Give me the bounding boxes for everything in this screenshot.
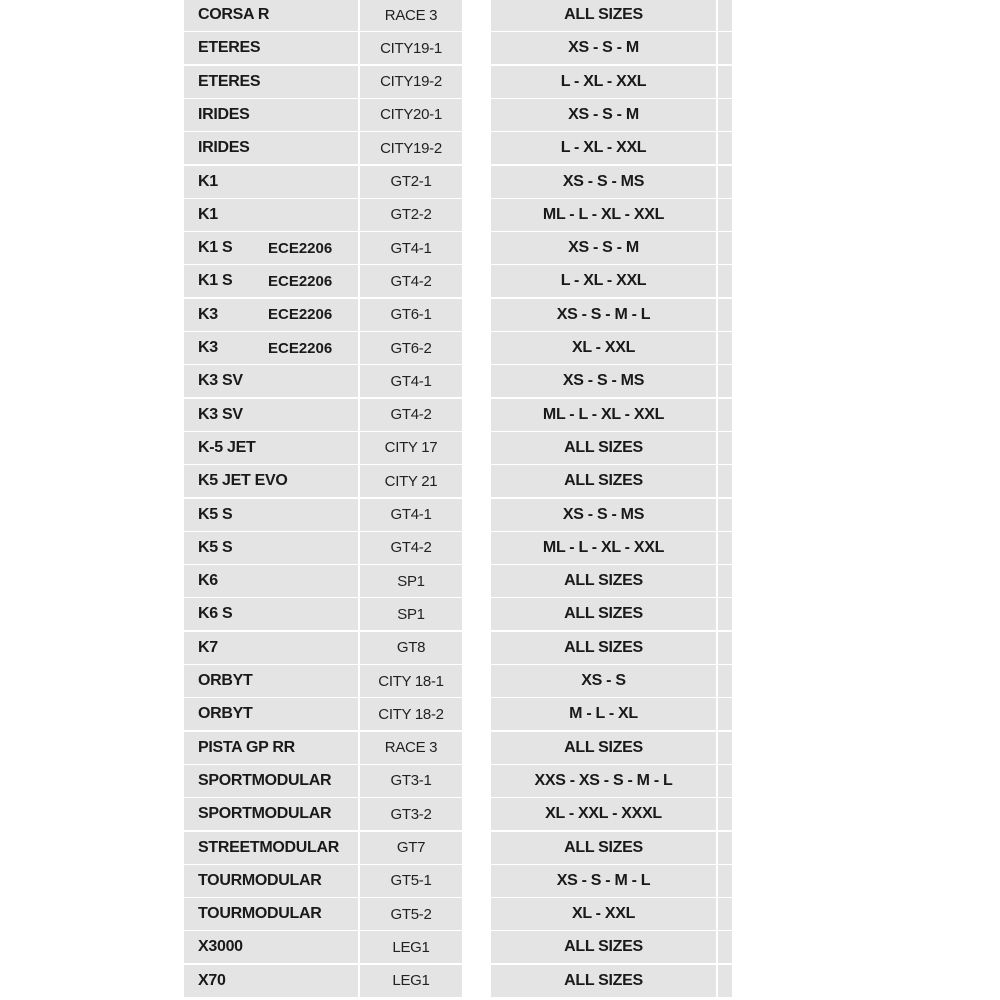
model-name: K7 — [198, 638, 218, 656]
shell-cell: RACE 3 — [360, 0, 462, 31]
model-cell — [184, 598, 358, 630]
sizes-cell: XL - XXL — [491, 898, 716, 930]
model-name: K3 SV — [198, 405, 243, 423]
shell-cell: CITY 18-1 — [360, 665, 462, 697]
model-cell — [184, 365, 358, 397]
sizes-cell: XS - S - M - L — [491, 299, 716, 331]
extra-column-cell — [718, 698, 732, 730]
model-name: K5 S — [198, 538, 233, 556]
model-cell — [184, 199, 358, 231]
model-cell — [184, 399, 358, 431]
model-name: STREETMODULAR — [198, 838, 339, 856]
model-cell — [184, 32, 358, 64]
extra-column-cell — [718, 365, 732, 397]
model-name: IRIDES — [198, 139, 250, 157]
shell-cell: GT4-1 — [360, 499, 462, 531]
shell-cell: CITY20-1 — [360, 99, 462, 131]
shell-cell: GT4-2 — [360, 399, 462, 431]
model-cell — [184, 232, 358, 264]
extra-column-cell — [718, 532, 732, 564]
sizes-cell: ALL SIZES — [491, 0, 716, 31]
shell-cell: LEG1 — [360, 965, 462, 997]
model-name: K1 S — [198, 239, 233, 257]
table-row — [0, 765, 1000, 797]
extra-column-cell — [718, 432, 732, 464]
shell-cell: GT2-2 — [360, 199, 462, 231]
model-cell — [184, 898, 358, 930]
sizes-cell: L - XL - XXL — [491, 265, 716, 297]
shell-cell: LEG1 — [360, 931, 462, 963]
sizes-cell: XS - S - M - L — [491, 865, 716, 897]
table-row — [0, 732, 1000, 764]
extra-column-cell — [718, 66, 732, 98]
table-row — [0, 532, 1000, 564]
model-cell — [184, 765, 358, 797]
model-cell — [184, 965, 358, 997]
table-row — [0, 798, 1000, 830]
table-row — [0, 166, 1000, 198]
sizes-cell: M - L - XL — [491, 698, 716, 730]
model-cell — [184, 0, 358, 31]
table-row — [0, 632, 1000, 664]
model-cell — [184, 698, 358, 730]
model-name: ETERES — [198, 72, 261, 90]
table-row — [0, 32, 1000, 64]
table-row — [0, 832, 1000, 864]
table-row — [0, 965, 1000, 997]
model-name: ORBYT — [198, 672, 253, 689]
model-cell — [184, 732, 358, 764]
model-name: K1 — [198, 172, 218, 190]
shell-cell: SP1 — [360, 598, 462, 630]
sizes-cell: XS - S - M — [491, 232, 716, 264]
extra-column-cell — [718, 0, 732, 31]
extra-column-cell — [718, 499, 732, 531]
extra-column-cell — [718, 665, 732, 697]
sizes-cell: ML - L - XL - XXL — [491, 399, 716, 431]
shell-cell: GT5-2 — [360, 898, 462, 930]
model-cell — [184, 565, 358, 597]
sizes-cell: ALL SIZES — [491, 965, 716, 997]
sizes-cell: XL - XXL — [491, 332, 716, 364]
model-name: K1 S — [198, 272, 233, 290]
extra-column-cell — [718, 232, 732, 264]
shell-cell: CITY 17 — [360, 432, 462, 464]
model-name: K6 S — [198, 605, 233, 623]
model-cell — [184, 332, 358, 364]
model-cell — [184, 532, 358, 564]
sizes-cell: ALL SIZES — [491, 931, 716, 963]
table-row — [0, 865, 1000, 897]
extra-column-cell — [718, 166, 732, 198]
table-row — [0, 465, 1000, 497]
sizes-cell: XS - S - MS — [491, 499, 716, 531]
model-cell — [184, 432, 358, 464]
sizes-cell: ALL SIZES — [491, 465, 716, 497]
extra-column-cell — [718, 898, 732, 930]
table-row — [0, 232, 1000, 264]
sizes-cell: ALL SIZES — [491, 732, 716, 764]
extra-column-cell — [718, 565, 732, 597]
certification-label: ECE2206 — [268, 272, 333, 290]
shell-cell: RACE 3 — [360, 732, 462, 764]
model-name: X3000 — [198, 938, 243, 956]
model-name: K6 — [198, 572, 218, 590]
table-row — [0, 665, 1000, 697]
shell-cell: CITY 21 — [360, 465, 462, 497]
model-cell — [184, 132, 358, 164]
extra-column-cell — [718, 132, 732, 164]
table-row — [0, 132, 1000, 164]
sizes-cell: ALL SIZES — [491, 432, 716, 464]
shell-cell: GT4-1 — [360, 232, 462, 264]
sizes-cell: XS - S - MS — [491, 365, 716, 397]
model-name: K-5 JET — [198, 438, 256, 456]
table-row — [0, 99, 1000, 131]
model-cell — [184, 798, 358, 830]
shell-cell: GT4-2 — [360, 265, 462, 297]
model-name: TOURMODULAR — [198, 905, 322, 923]
sizes-cell: ALL SIZES — [491, 565, 716, 597]
extra-column-cell — [718, 99, 732, 131]
model-name: K1 — [198, 205, 218, 223]
model-name: ORBYT — [198, 705, 253, 723]
table-row — [0, 0, 1000, 31]
model-name: TOURMODULAR — [198, 871, 322, 889]
model-name: CORSA R — [198, 6, 270, 23]
sizes-cell: XS - S - M — [491, 99, 716, 131]
model-cell — [184, 832, 358, 864]
table-row — [0, 931, 1000, 963]
table-row — [0, 499, 1000, 531]
shell-cell: GT6-2 — [360, 332, 462, 364]
table-row — [0, 199, 1000, 231]
table-row — [0, 399, 1000, 431]
model-cell — [184, 265, 358, 297]
shell-cell: CITY19-2 — [360, 66, 462, 98]
model-name: K5 S — [198, 505, 233, 523]
extra-column-cell — [718, 732, 732, 764]
table-row — [0, 898, 1000, 930]
model-name: K3 — [198, 305, 218, 323]
extra-column-cell — [718, 832, 732, 864]
shell-cell: GT5-1 — [360, 865, 462, 897]
model-cell — [184, 499, 358, 531]
model-name: K5 JET EVO — [198, 472, 288, 490]
extra-column-cell — [718, 199, 732, 231]
table-row — [0, 598, 1000, 630]
extra-column-cell — [718, 865, 732, 897]
extra-column-cell — [718, 265, 732, 297]
sizes-cell: XXS - XS - S - M - L — [491, 765, 716, 797]
table-row — [0, 299, 1000, 331]
table-row — [0, 265, 1000, 297]
certification-label: ECE2206 — [268, 239, 333, 257]
shell-cell: GT6-1 — [360, 299, 462, 331]
model-name: ETERES — [198, 39, 261, 57]
sizes-cell: XS - S — [491, 665, 716, 697]
model-cell — [184, 865, 358, 897]
shell-cell: CITY19-1 — [360, 32, 462, 64]
extra-column-cell — [718, 965, 732, 997]
extra-column-cell — [718, 465, 732, 497]
shell-cell: SP1 — [360, 565, 462, 597]
model-name: SPORTMODULAR — [198, 805, 332, 823]
shell-cell: GT7 — [360, 832, 462, 864]
model-cell — [184, 465, 358, 497]
model-name: K3 SV — [198, 372, 243, 390]
table-row — [0, 565, 1000, 597]
shell-cell: GT4-1 — [360, 365, 462, 397]
sizes-cell: L - XL - XXL — [491, 66, 716, 98]
sizes-cell: ALL SIZES — [491, 598, 716, 630]
extra-column-cell — [718, 299, 732, 331]
table-row — [0, 365, 1000, 397]
shell-cell: GT4-2 — [360, 532, 462, 564]
shell-cell: GT3-1 — [360, 765, 462, 797]
model-name: IRIDES — [198, 105, 250, 123]
table-row — [0, 66, 1000, 98]
extra-column-cell — [718, 399, 732, 431]
model-name: K3 — [198, 339, 218, 356]
extra-column-cell — [718, 765, 732, 797]
extra-column-cell — [718, 632, 732, 664]
model-cell — [184, 299, 358, 331]
table-row — [0, 332, 1000, 364]
sizes-cell: ALL SIZES — [491, 632, 716, 664]
model-cell — [184, 632, 358, 664]
model-name: SPORTMODULAR — [198, 771, 332, 789]
sizes-cell: ML - L - XL - XXL — [491, 532, 716, 564]
table-row — [0, 698, 1000, 730]
model-name: PISTA GP RR — [198, 738, 295, 756]
shell-cell: GT2-1 — [360, 166, 462, 198]
model-cell — [184, 931, 358, 963]
extra-column-cell — [718, 798, 732, 830]
shell-cell: CITY 18-2 — [360, 698, 462, 730]
certification-label: ECE2206 — [268, 306, 333, 324]
extra-column-cell — [718, 598, 732, 630]
table-row — [0, 432, 1000, 464]
sizes-cell: ML - L - XL - XXL — [491, 199, 716, 231]
sizes-cell: XL - XXL - XXXL — [491, 798, 716, 830]
extra-column-cell — [718, 332, 732, 364]
sizes-cell: XS - S - M — [491, 32, 716, 64]
extra-column-cell — [718, 931, 732, 963]
sizes-cell: L - XL - XXL — [491, 132, 716, 164]
shell-cell: GT3-2 — [360, 798, 462, 830]
shell-cell: CITY19-2 — [360, 132, 462, 164]
model-name: X70 — [198, 971, 226, 989]
model-cell — [184, 66, 358, 98]
extra-column-cell — [718, 32, 732, 64]
model-cell — [184, 166, 358, 198]
sizes-cell: XS - S - MS — [491, 166, 716, 198]
sizes-cell: ALL SIZES — [491, 832, 716, 864]
shell-cell: GT8 — [360, 632, 462, 664]
certification-label: ECE2206 — [268, 339, 333, 357]
model-cell — [184, 665, 358, 697]
model-cell — [184, 99, 358, 131]
